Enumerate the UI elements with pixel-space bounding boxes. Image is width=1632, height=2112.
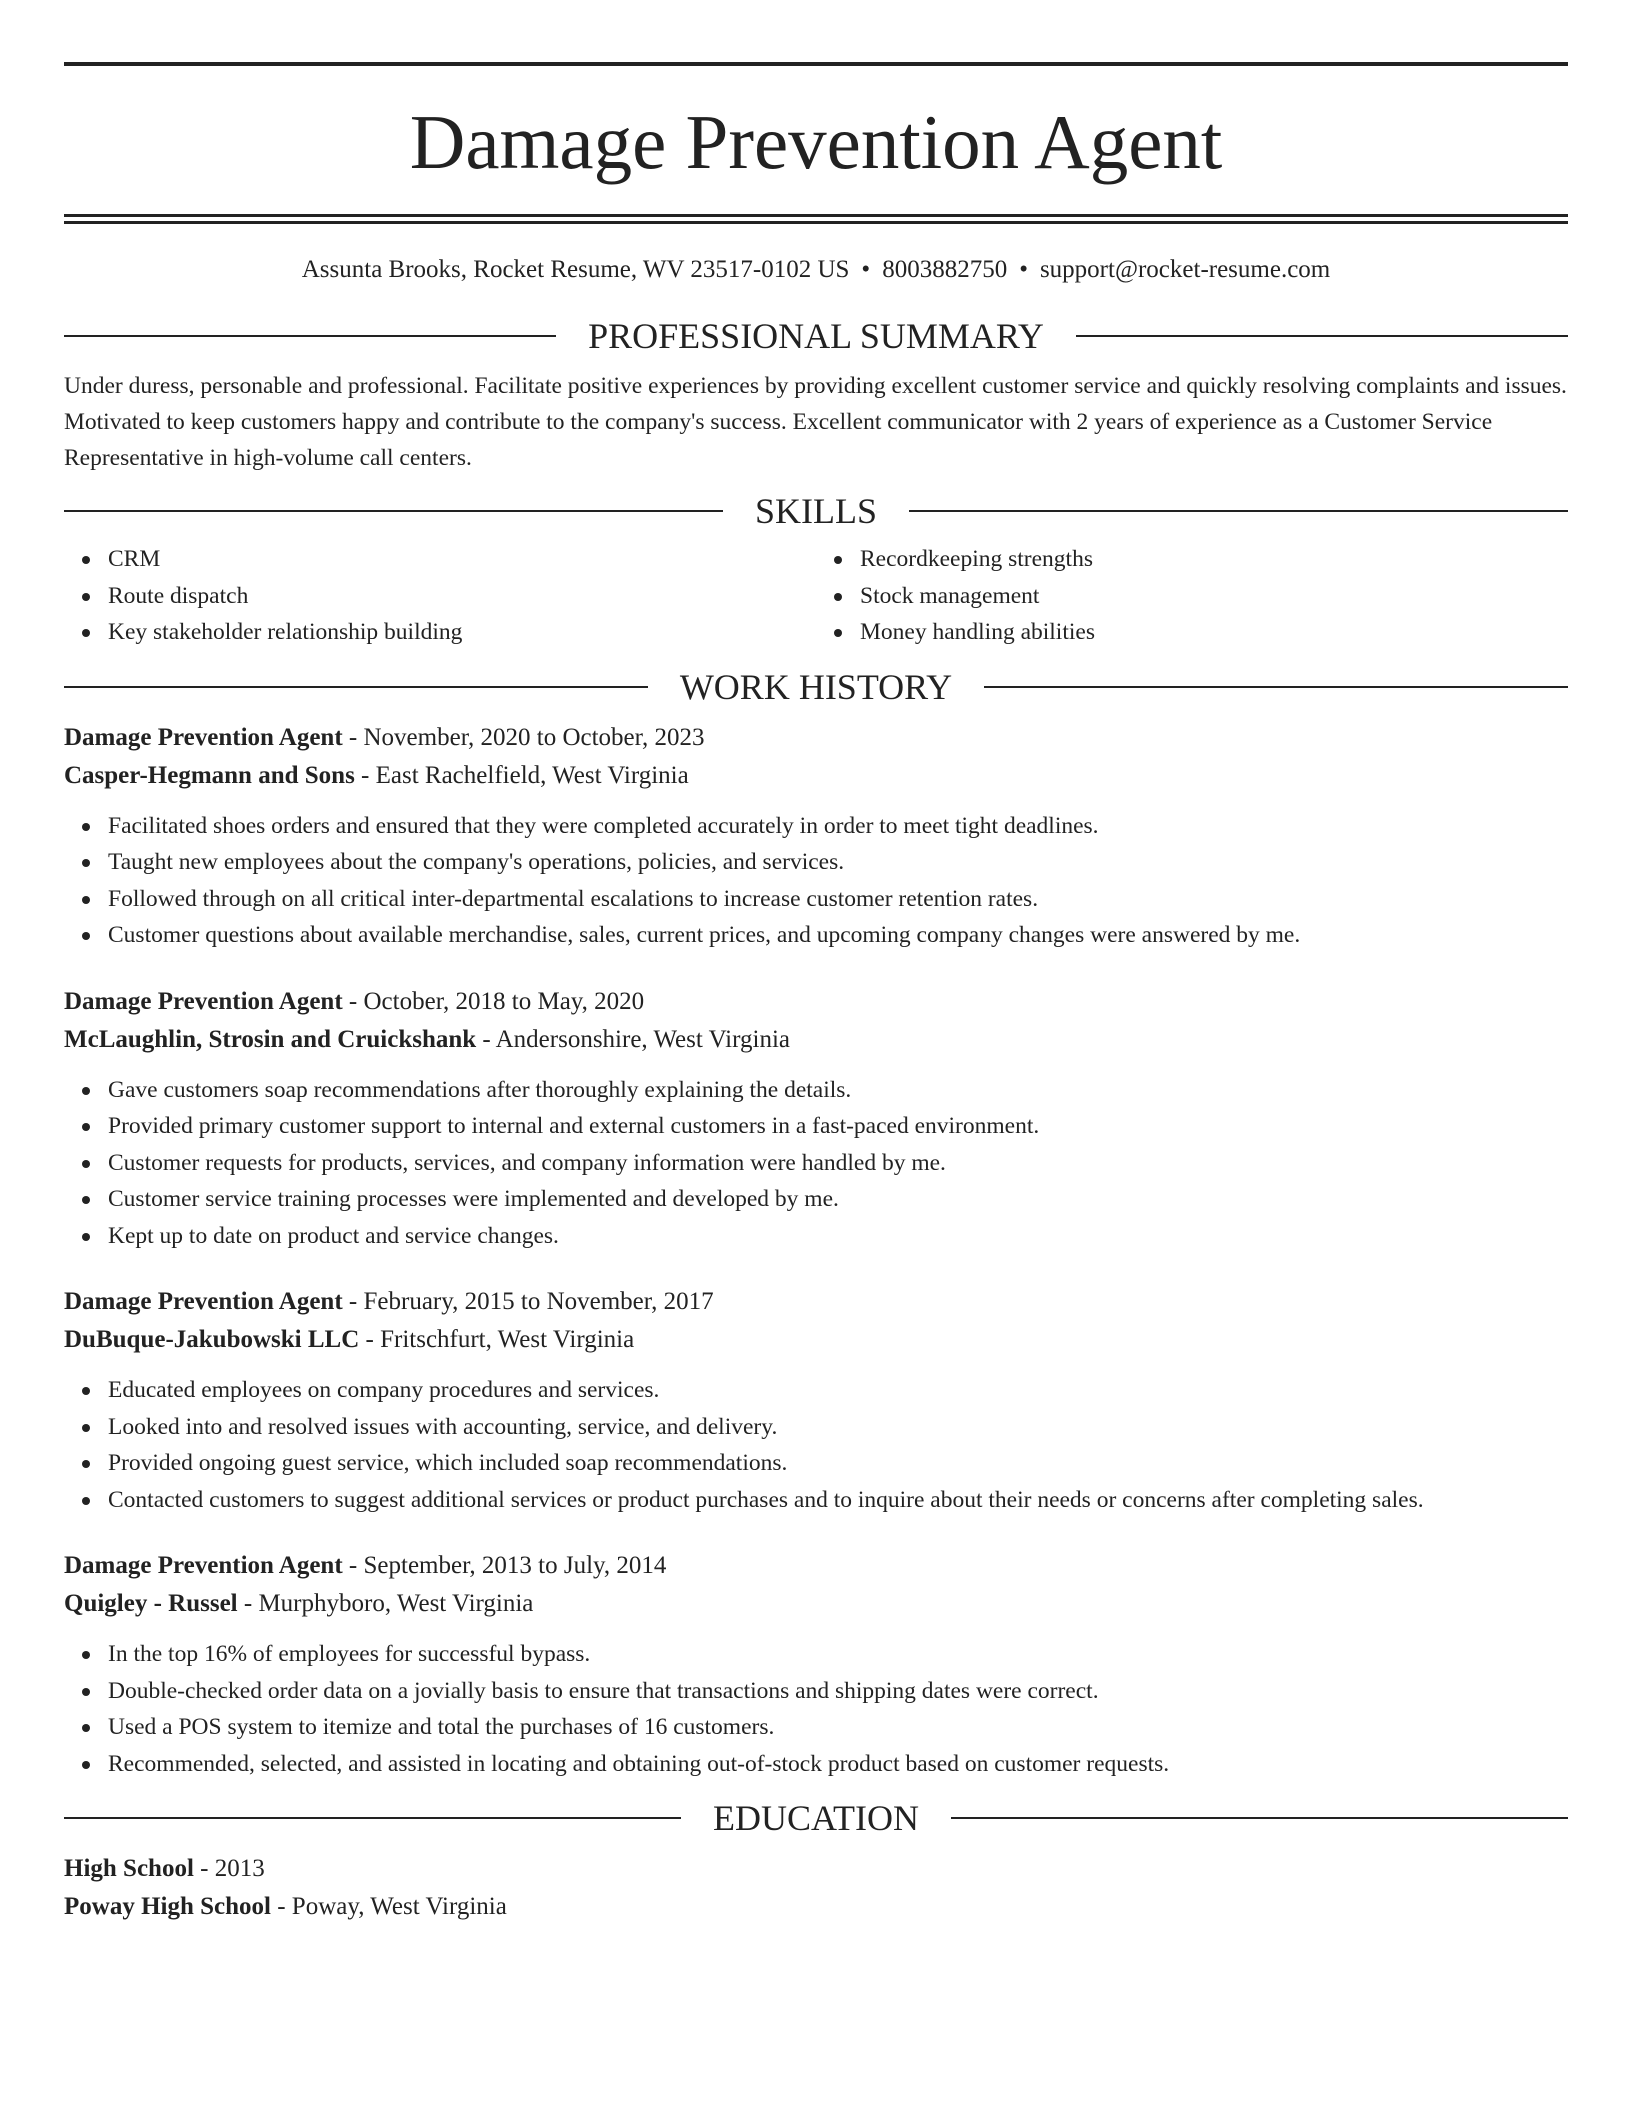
job-bullet: Contacted customers to suggest additional services or product purchases and to inquire about their needs or concerns after completing sales. [108,1482,1568,1519]
job-company-line [64,1585,1568,1623]
contact-address: Assunta Brooks, Rocket Resume, WV 23517-0102 US [301,256,850,283]
summary-text: Under duress, personable and professional. Facilitate positive experiences by providing excellent customer service and quickly resolving complaints and issues. Motivated to keep customers happy and contribute to the company's success. Excellent communicator with 2 years of experience as a Customer Service Representative in high-volume call centers. [64,373,1567,471]
skill-item: CRM [108,541,816,578]
job-entry [64,1547,1568,1782]
job-dates: - October, 2018 to May, 2020 [342,987,645,1015]
job-dates: - September, 2013 to July, 2014 [342,1552,667,1579]
contact-line [64,257,1568,282]
education-location: - Poway, West Virginia [270,1893,507,1920]
resume-title: Damage Prevention Agent [409,99,1223,185]
job-company: McLaughlin, Strosin and Cruickshank [64,1025,477,1053]
education-degree-line [64,1850,1568,1888]
job-company: Casper-Hegmann and Sons [64,761,355,789]
education-year: - 2013 [193,1855,265,1882]
section-rule [64,510,723,512]
resume-page [64,62,1568,1926]
job-bullet: Educated employees on company procedures and services. [108,1372,1568,1409]
section-rule [64,686,648,688]
section-rule [64,335,556,337]
contact-email: support@rocket-resume.com [1039,256,1331,283]
job-bullet: Facilitated shoes orders and ensured that they were completed accurately in order to meet tight deadlines. [108,808,1568,845]
job-bullet: Followed through on all critical inter-departmental escalations to increase customer retention rates. [108,881,1568,918]
job-location: - East Rachelfield, West Virginia [354,761,689,789]
job-title-line [64,719,1568,757]
job-bullet: Double-checked order data on a jovially basis to ensure that transactions and shipping dates were correct. [108,1673,1568,1710]
education-school-line [64,1888,1568,1926]
title-double-rule [64,214,1568,224]
section-rule [909,510,1568,512]
skills-section-title: SKILLS [755,491,878,531]
job-bullet: Customer questions about available merchandise, sales, current prices, and upcoming company changes were answered by me. [108,917,1568,954]
job-bullet: In the top 16% of employees for successful bypass. [108,1636,1568,1673]
top-rule [64,62,1568,66]
contact-phone: 8003882750 [882,256,1008,283]
job-bullets [64,1072,1568,1255]
section-rule [1076,335,1568,337]
job-bullet: Taught new employees about the company's operations, policies, and services. [108,844,1568,881]
work-section-title: WORK HISTORY [679,666,953,707]
skill-item: Route dispatch [108,578,816,615]
education-degree: High School [64,1855,194,1882]
skills-column-left [64,541,816,651]
job-location: - Murphyboro, West Virginia [237,1590,534,1617]
contact-separator: • [1019,256,1028,283]
job-company: DuBuque-Jakubowski LLC [64,1326,360,1353]
job-company-line [64,1021,1568,1059]
education-section-title: EDUCATION [713,1798,919,1838]
job-dates: - February, 2015 to November, 2017 [342,1288,714,1315]
job-role: Damage Prevention Agent [64,987,343,1015]
job-bullet: Customer service training processes were implemented and developed by me. [108,1181,1568,1218]
section-rule [951,1817,1568,1819]
job-role: Damage Prevention Agent [64,1552,343,1579]
job-entry [64,983,1568,1255]
job-title-line [64,1283,1568,1321]
job-company: Quigley - Russel [64,1590,238,1617]
skills-column-right [816,541,1568,651]
education-school: Poway High School [64,1893,271,1920]
job-location: - Andersonshire, West Virginia [476,1025,790,1053]
job-role: Damage Prevention Agent [64,723,343,751]
section-rule [64,1817,681,1819]
skill-item: Stock management [860,578,1568,615]
job-location: - Fritschfurt, West Virginia [359,1326,635,1353]
skill-item: Recordkeeping strengths [860,541,1568,578]
job-bullets [64,1636,1568,1782]
job-title-line [64,983,1568,1021]
job-company-line [64,757,1568,795]
skills-list [64,541,1568,651]
job-bullet: Gave customers soap recommendations after thoroughly explaining the details. [108,1072,1568,1109]
job-bullet: Provided primary customer support to internal and external customers in a fast-paced environment. [108,1108,1568,1145]
job-bullets [64,808,1568,954]
job-bullet: Customer requests for products, services, and company information were handled by me. [108,1145,1568,1182]
job-entry [64,719,1568,954]
education-entry [64,1850,1568,1926]
job-dates: - November, 2020 to October, 2023 [342,723,705,751]
section-rule [984,686,1568,688]
job-bullet: Provided ongoing guest service, which included soap recommendations. [108,1445,1568,1482]
job-role: Damage Prevention Agent [64,1288,343,1315]
contact-separator: • [861,256,871,283]
summary-section-title: PROFESSIONAL SUMMARY [588,316,1044,356]
work-section-header [64,666,1568,707]
job-entry [64,1283,1568,1518]
skills-section-header [64,493,1568,529]
skill-item: Money handling abilities [860,614,1568,651]
job-company-line [64,1321,1568,1359]
job-bullet: Used a POS system to itemize and total the purchases of 16 customers. [108,1709,1568,1746]
job-title-line [64,1547,1568,1585]
job-bullet: Kept up to date on product and service changes. [108,1218,1568,1255]
job-bullet: Recommended, selected, and assisted in locating and obtaining out-of-stock product based on customer requests. [108,1746,1568,1783]
summary-section-header [64,318,1568,354]
job-bullet: Looked into and resolved issues with accounting, service, and delivery. [108,1409,1568,1446]
education-section-header [64,1800,1568,1836]
skill-item: Key stakeholder relationship building [108,614,816,651]
job-bullets [64,1372,1568,1518]
